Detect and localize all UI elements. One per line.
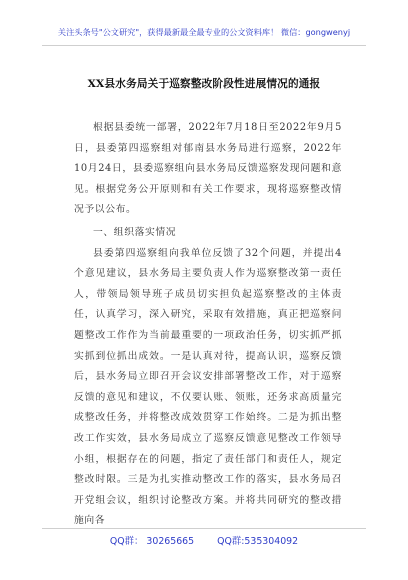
footer-qq-group-1: QQ群： 30265665 <box>109 536 195 547</box>
section-heading: 一、组织落实情况 <box>93 226 177 238</box>
footer-divider <box>42 528 366 529</box>
intro-paragraph: 根据县委统一部署，2022年7月18日至2022年9月5日，县委第四巡察组对郁南县水务局进行巡察，2022年10月24日，县委巡察组向县水务局反馈巡察发现问题和意见。根据党务公开原则和有关工作要求，现将巡察整改情况予以公布。 <box>74 122 342 216</box>
body-paragraph: 县委第四巡察组向我单位反馈了32个问题，并提出4个意见建议，县水务局主要负责人作为巡察整改第一责任人，带领局领导班子成员切实担负起巡察整改的主体责任，认真学习，深入研究，采取有效措施，真正把巡察问题整改工作作为当前最重要的一项政治任务，切实抓严抓实抓到位抓出成效。一是认真对待，提高认识，巡察反馈后，县水务局立即召开会议安排部署整改工作，对于巡察反馈的意见和建议，不仅要认账、领账，还务求高质量完成整改任务，并将整改成效贯穿工作始终。二是为抓出整改工作实效，县水务局成立了巡察反馈意见整改工作领导小组，根据存在的问题，指定了责任部门和责任人，规定整改时限。三是为扎实推动整改工作的落实，县水务局召开党组会议，组织讨论整改方案。并将共同研究的整改措施向各 <box>74 247 342 527</box>
header-divider <box>42 45 366 46</box>
footer <box>0 533 408 547</box>
footer-qq-group-2: QQ群:535304092 <box>217 536 299 547</box>
document-body <box>74 118 342 532</box>
document-title: XX县水务局关于巡察整改阶段性进展情况的通报 <box>87 78 321 90</box>
header-note: 关注头条号"公文研究"，获得最新最全最专业的公文资料库！ 微信：gongwenyj <box>57 27 351 37</box>
